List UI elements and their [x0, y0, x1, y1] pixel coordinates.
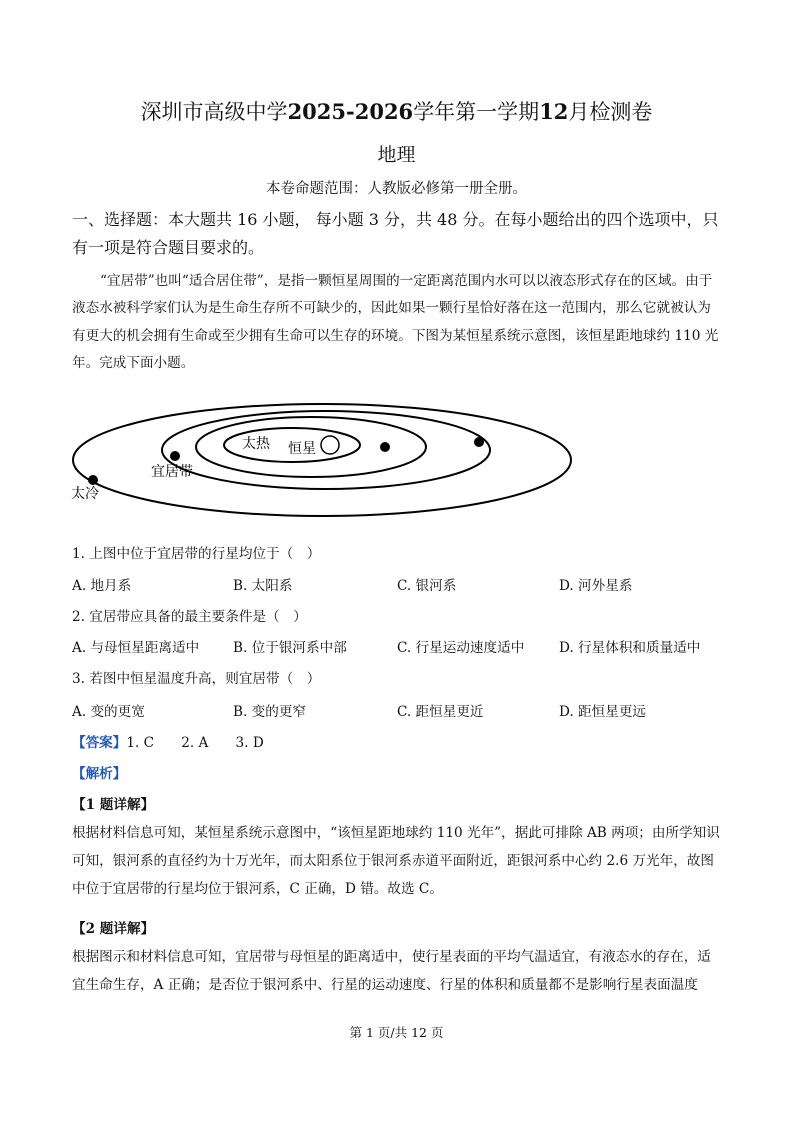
answer-text: 1. C 2. A 3. D	[126, 735, 264, 751]
label-too-hot: 太热	[242, 436, 270, 452]
q1-option-d: D. 河外星系	[559, 578, 633, 594]
label-star: 恒星	[288, 441, 316, 457]
answer-line	[72, 731, 264, 751]
answer-tag: 【答案】	[72, 735, 127, 751]
planet-habitable-left	[170, 451, 180, 461]
star-icon	[321, 436, 339, 454]
q1-option-c: C. 银河系	[397, 578, 457, 594]
planet-too-cold	[88, 475, 98, 485]
q1-option-b: B. 太阳系	[233, 578, 293, 594]
section-heading: 一、选择题：本大题共 16 小题， 每小题 3 分，共 48 分。在每小题给出的四个选项中，只有一项是符合题目要求的。	[72, 210, 719, 257]
subject-title: 地理	[377, 144, 416, 166]
page-footer: 第 1 页/共 12 页	[349, 1025, 444, 1040]
material-paragraph: “宜居带”也叫“适合居住带”，是指一颗恒星周围的一定距离范围内水可以以液态形式存在的区域。由于液态水被科学家们认为是生命生存所不可缺少的，因此如果一颗行星恰好落在这一范围内，那么它就被认为有更大的机会拥有生命或至少拥有生命可以生存的环境。下图为某恒星系统示意图，该恒星距地球约 110 光年。完成下面小题。	[72, 273, 719, 371]
analysis-tag: 【解析】	[72, 766, 127, 782]
q2-option-b: B. 位于银河系中部	[233, 640, 347, 656]
q3-option-b: B. 变的更窄	[233, 704, 307, 720]
label-habitable-zone: 宜居带	[151, 464, 193, 480]
question-1-stem: 1. 上图中位于宜居带的行星均位于（ ）	[72, 546, 321, 562]
document-title: 深圳市高级中学2025-2026学年第一学期12月检测卷	[140, 99, 653, 124]
q2-analysis-title: 【2 题详解】	[72, 921, 155, 937]
exam-scope: 本卷命题范围：人教版必修第一册全册。	[266, 181, 527, 197]
q1-analysis-text: 根据材料信息可知，某恒星系统示意图中，“该恒星距地球约 110 光年”，据此可排除 AB 两项；由所学知识可知，银河系的直径约为十万光年，而太阳系位于银河系赤道平面附近，距银河系中心约 2.6 万光年，故图中位于宜居带的行星均位于银河系，C 正确，D 错。故选 C。	[72, 825, 720, 897]
q2-option-d: D. 行星体积和质量适中	[559, 640, 701, 656]
q1-analysis-title: 【1 题详解】	[72, 797, 155, 813]
q3-option-c: C. 距恒星更近	[397, 704, 484, 720]
q1-option-a: A. 地月系	[72, 578, 132, 594]
star-system-diagram	[66, 398, 578, 526]
q3-option-a: A. 变的更宽	[72, 704, 145, 720]
q2-option-a: A. 与母恒星距离适中	[72, 640, 200, 656]
question-2-stem: 2. 宜居带应具备的最主要条件是（ ）	[72, 609, 307, 625]
question-3-stem: 3. 若图中恒星温度升高，则宜居带（ ）	[72, 671, 321, 687]
planet-habitable-right	[380, 442, 390, 452]
q2-analysis-text: 根据图示和材料信息可知，宜居带与母恒星的距离适中，使行星表面的平均气温适宜，有液态水的存在，适宜生命生存，A 正确；是否位于银河系中、行星的运动速度、行星的体积和质量都不是影响行星表面温度	[72, 949, 711, 993]
q3-option-d: D. 距恒星更远	[559, 704, 647, 720]
label-too-cold: 太冷	[71, 486, 99, 502]
planet-outer-right	[474, 437, 484, 447]
q2-option-c: C. 行星运动速度适中	[397, 640, 525, 656]
